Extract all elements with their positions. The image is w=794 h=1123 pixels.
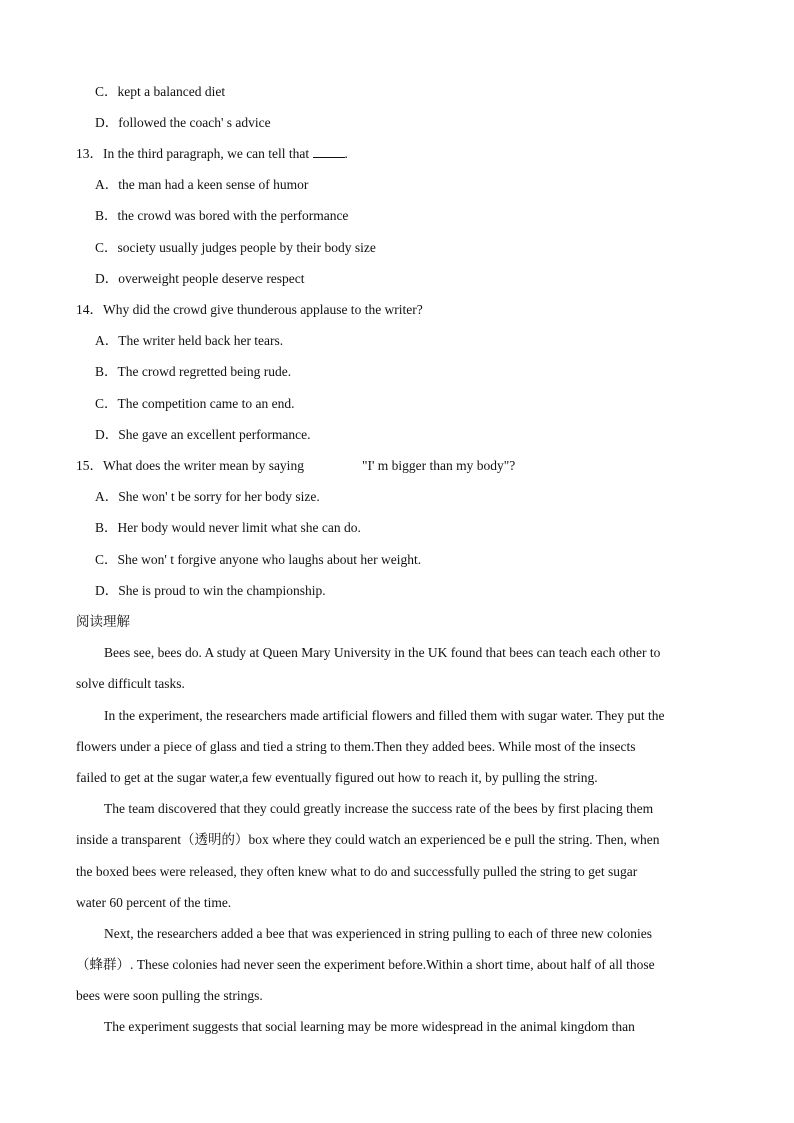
question-number: 13．: [76, 146, 103, 161]
option-letter: D．: [95, 115, 119, 130]
option-letter: A．: [95, 177, 119, 192]
option-text: The competition came to an end.: [117, 396, 295, 411]
passage-line: Next, the researchers added a bee that was experienced in string pulling to each of three new colonies: [104, 926, 653, 941]
passage-line: failed to get at the sugar water,a few eventually figured out how to reach it, by pulling the string.: [76, 770, 598, 785]
option-text: the crowd was bored with the performance: [117, 208, 349, 223]
option-text: society usually judges people by their body size: [117, 240, 376, 255]
passage-line: flowers under a piece of glass and tied a string to them.Then they added bees. While most of the insects: [76, 739, 636, 754]
answer-blank: [313, 145, 345, 158]
question-15-stem: [76, 457, 515, 475]
option-letter: C．: [95, 84, 118, 99]
q14-option-a: [95, 332, 283, 350]
option-letter: C．: [95, 396, 118, 411]
option-letter: B．: [95, 364, 118, 379]
option-text: She won' t be sorry for her body size.: [118, 489, 320, 504]
q13-option-c: [95, 239, 376, 257]
passage-line: solve difficult tasks.: [76, 676, 185, 691]
option-letter: A．: [95, 333, 119, 348]
passage-line: （蜂群）. These colonies had never seen the experiment before.Within a short time, about half of all those: [76, 957, 655, 972]
passage-line: bees were soon pulling the strings.: [76, 988, 263, 1003]
passage-line: water 60 percent of the time.: [76, 895, 232, 910]
passage-line: In the experiment, the researchers made artificial flowers and filled them with sugar water. They put the: [104, 708, 665, 723]
question-number: 14．: [76, 302, 103, 317]
question-text: What does the writer mean by saying: [103, 458, 304, 473]
passage-line: The experiment suggests that social learning may be more widespread in the animal kingdom than: [104, 1019, 635, 1034]
option-letter: D．: [95, 271, 119, 286]
section-title: 阅读理解: [76, 614, 130, 629]
q15-option-b: [95, 519, 361, 537]
q14-option-d: [95, 426, 311, 444]
option-letter: D．: [95, 427, 119, 442]
passage-line: Bees see, bees do. A study at Queen Mary University in the UK found that bees can teach each other to: [104, 645, 661, 660]
option-text: followed the coach' s advice: [118, 115, 271, 130]
option-letter: B．: [95, 520, 118, 535]
passage-line: The team discovered that they could greatly increase the success rate of the bees by first placing them: [104, 801, 654, 816]
option-letter: D．: [95, 583, 119, 598]
passage-line: the boxed bees were released, they often knew what to do and successfully pulled the string to get sugar: [76, 864, 638, 879]
option-letter: B．: [95, 208, 118, 223]
q13-option-b: [95, 207, 348, 225]
passage-line: inside a transparent（透明的）box where they could watch an experienced be e pull the string. Then, when: [76, 832, 660, 847]
option-letter: C．: [95, 240, 118, 255]
option-letter: A．: [95, 489, 119, 504]
question-13-stem: [76, 145, 348, 163]
question-quote: "I' m bigger than my body"?: [361, 458, 516, 473]
option-text: Her body would never limit what she can do.: [117, 520, 361, 535]
option-text: the man had a keen sense of humor: [118, 177, 309, 192]
question-number: 15．: [76, 458, 103, 473]
q15-option-c: [95, 551, 421, 569]
option-text: kept a balanced diet: [117, 84, 226, 99]
option-c: [95, 83, 225, 101]
option-text: She gave an excellent performance.: [118, 427, 311, 442]
question-text: Why did the crowd give thunderous applause to the writer?: [103, 302, 423, 317]
question-text: In the third paragraph, we can tell that: [103, 146, 313, 161]
q15-option-a: [95, 488, 320, 506]
q14-option-b: [95, 363, 291, 381]
option-letter: C．: [95, 552, 118, 567]
q13-option-a: [95, 176, 308, 194]
option-text: The writer held back her tears.: [118, 333, 284, 348]
q15-option-d: [95, 582, 326, 600]
question-14-stem: [76, 301, 423, 319]
option-text: The crowd regretted being rude.: [117, 364, 292, 379]
option-text: She won' t forgive anyone who laughs about her weight.: [117, 552, 422, 567]
q14-option-c: [95, 395, 294, 413]
question-text-end: .: [344, 146, 348, 161]
option-text: She is proud to win the championship.: [118, 583, 326, 598]
q13-option-d: [95, 270, 305, 288]
option-text: overweight people deserve respect: [118, 271, 305, 286]
option-d: [95, 114, 271, 132]
